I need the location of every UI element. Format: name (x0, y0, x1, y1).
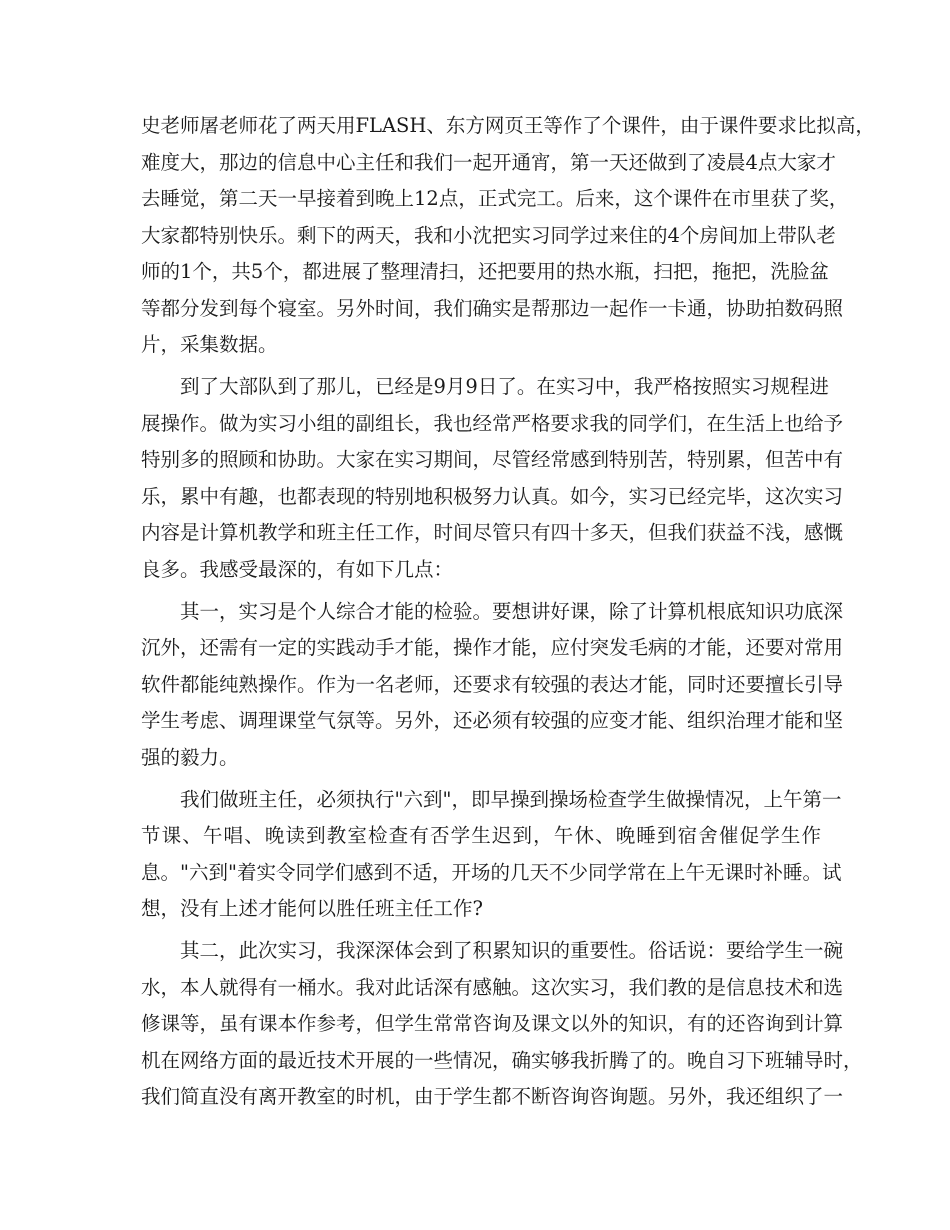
text-line: 乐，累中有趣，也都表现的特别地积极努力认真。如今，实习已经完毕，这次实习 (141, 484, 844, 508)
text-line: 强的毅力。 (141, 745, 239, 769)
text-line: 节课、午唱、晚读到教室检查有否学生迟到，午休、晚睡到宿舍催促学生作 (141, 824, 821, 847)
text-line: 史老师屠老师花了两天用FLASH、东方网页王等作了个课件，由于课件要求比拟高， (141, 114, 875, 137)
paragraph (141, 782, 842, 928)
text-line: 其二，此次实习，我深深体会到了积累知识的重要性。俗话说：要给学生一碗 (180, 939, 844, 962)
document-body (141, 108, 875, 1116)
text-line: 片，采集数据。 (141, 333, 278, 356)
text-line: 师的1个，共5个，都进展了整理清扫，还把要用的热水瓶，扫把，拖把，洗脸盆 (141, 260, 829, 283)
text-line: 沉外，还需有一定的实践动手才能，操作才能，应付突发毛病的才能，还要对常用 (141, 636, 844, 659)
paragraph (141, 933, 863, 1116)
paragraph (141, 369, 844, 588)
text-line: 难度大，那边的信息中心主任和我们一起开通宵，第一天还做到了凌晨4点大家才 (141, 150, 836, 174)
text-line: 软件都能纯熟操作。作为一名老师，还要求有较强的表达才能，同时还要擅长引导 (141, 672, 844, 696)
text-line: 其一，实习是个人综合才能的检验。要想讲好课，除了计算机根底知识功底深 (180, 599, 844, 623)
text-line: 去睡觉，第二天一早接着到晚上12点，正式完工。后来，这个课件在市里获了奖， (141, 187, 849, 210)
paragraph (141, 108, 875, 364)
text-line: 我们简直没有离开教室的时机，由于学生都不断咨询咨询题。另外，我还组织了一 (141, 1085, 844, 1108)
text-line: 我们做班主任，必须执行"六到"，即早操到操场检查学生做操情况，上午第一 (180, 787, 842, 811)
text-line: 到了大部队到了那儿，已经是9月9日了。在实习中，我严格按照实习规程进 (180, 375, 829, 398)
text-line: 大家都特别快乐。剩下的两天，我和小沈把实习同学过来住的4个房间加上带队老 (141, 223, 836, 247)
text-line: 机在网络方面的最近技术开展的一些情况，确实够我折腾了的。晚自习下班辅导时， (141, 1048, 863, 1072)
text-line: 水，本人就得有一桶水。我对此话深有感触。这次实习，我们教的是信息技术和选 (141, 975, 844, 999)
text-line: 学生考虑、调理课堂气氛等。另外，还必须有较强的应变才能、组织治理才能和坚 (141, 709, 844, 732)
text-line: 想，没有上述才能何以胜任班主任工作? (141, 897, 483, 920)
paragraph (141, 594, 844, 777)
text-line: 息。"六到"着实令同学们感到不适，开场的几天不少同学常在上午无课时补睡。试 (141, 860, 842, 884)
text-line: 展操作。做为实习小组的副组长，我也经常严格要求我的同学们，在生活上也给予 (141, 411, 844, 435)
text-line: 修课等，虽有课本作参考，但学生常常咨询及课文以外的知识，有的还咨询到计算 (141, 1012, 844, 1035)
text-line: 内容是计算机教学和班主任工作，时间尽管只有四十多天，但我们获益不浅，感慨 (141, 521, 844, 544)
text-line: 特别多的照顾和协助。大家在实习期间，尽管经常感到特别苦，特别累，但苦中有 (141, 448, 844, 471)
text-line: 良多。我感受最深的，有如下几点： (141, 557, 454, 581)
text-line: 等都分发到每个寝室。另外时间，我们确实是帮那边一起作一卡通，协助拍数码照 (141, 296, 844, 320)
